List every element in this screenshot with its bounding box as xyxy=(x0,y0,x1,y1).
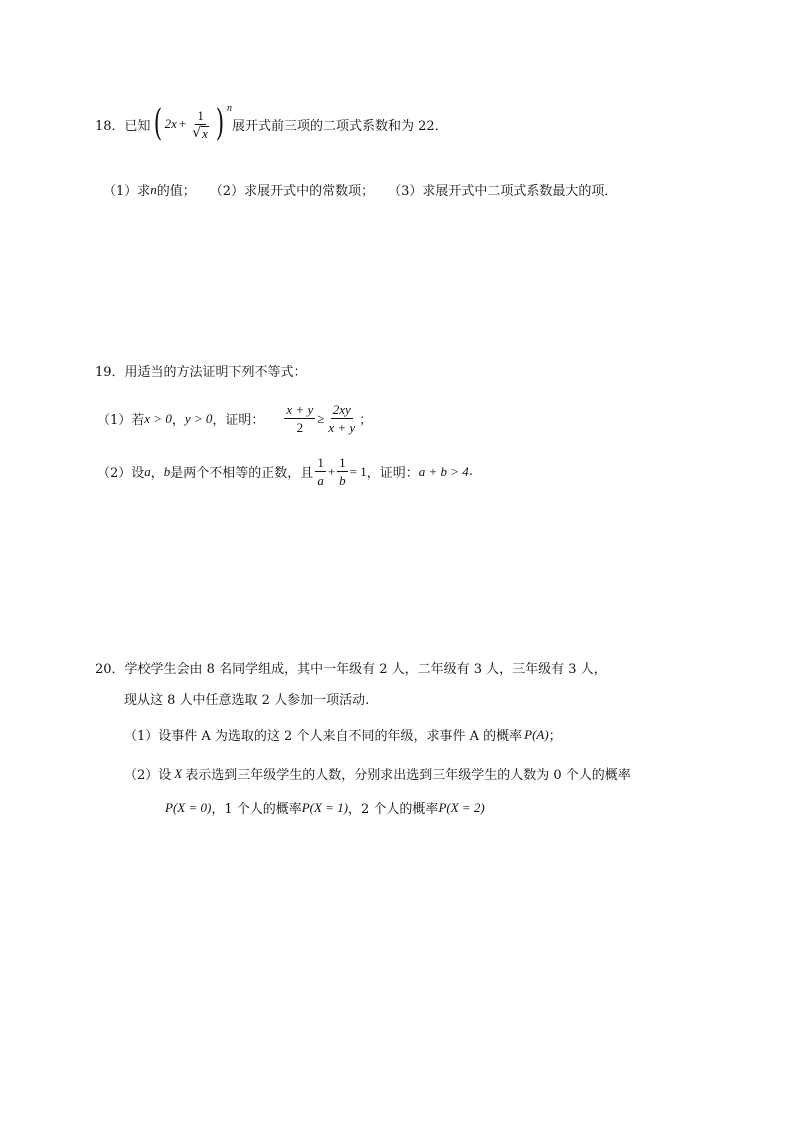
q18-sub2: （2）求展开式中的常数项； xyxy=(209,184,375,199)
q18-tail: 展开式前三项的二项式系数和为 22． xyxy=(231,118,448,134)
q19-p1-frac-left xyxy=(284,402,315,435)
q18-frac-den xyxy=(190,125,211,141)
q19-p1-cond1: x > 0 xyxy=(144,410,172,426)
q19-p2-b: b xyxy=(163,463,171,479)
q20-part1 xyxy=(124,725,562,744)
q19-part2 xyxy=(97,455,473,488)
q19-p2-end: . xyxy=(468,464,473,479)
q20-p2-px1: P(X = 1) xyxy=(301,799,349,815)
q18-plus: + xyxy=(178,116,187,131)
q20-part2-line2 xyxy=(165,798,485,817)
q18-exponent: n xyxy=(226,102,232,114)
q19-p1-num-left: x + y xyxy=(286,402,314,417)
q19-p1-label: （1）若 xyxy=(97,413,145,428)
q18-sub1-n: n xyxy=(150,181,157,197)
left-paren: ( xyxy=(153,103,162,144)
q18-fraction xyxy=(190,108,211,141)
q20-p1-text: （1）设事件 A 为选取的这 2 个人来自不同的年级，求事件 A 的概率 xyxy=(124,729,523,744)
q19-p1-prove: ，证明： xyxy=(212,413,265,428)
q20-p2-px0: P(X = 0) xyxy=(165,799,212,815)
q18-sub3: （3）求展开式中二项式系数最大的项． xyxy=(388,184,618,199)
q19-stem: 19．用适当的方法证明下列不等式： xyxy=(95,365,307,380)
q19-p1-cond2: y > 0 xyxy=(184,410,213,426)
q18-subparts xyxy=(103,180,617,199)
q20-p1-end: ； xyxy=(548,729,562,744)
q19-p2-frac-b xyxy=(337,455,348,488)
q19-p2-claim: a + b > 4 xyxy=(418,463,469,479)
q19-p1-frac-right xyxy=(326,402,357,435)
q19-p1-end: ； xyxy=(359,413,373,428)
q20-p2-mid2: ，2 个人的概率 xyxy=(348,802,439,817)
q20-p2-mid1: ，1 个人的概率 xyxy=(211,802,302,817)
q20-stem-line2: 现从这 8 人中任意选取 2 人参加一项活动. xyxy=(124,693,370,708)
q18-frac-num: 1 xyxy=(197,107,204,123)
q19-p1-den-left: 2 xyxy=(296,420,304,435)
q20-p2-text: 表示选到三年级学生的人数，分别求出选到三年级学生的人数为 0 个人的概率 xyxy=(185,768,631,783)
q18-sub1-suffix: 的值； xyxy=(156,184,196,199)
q19-p2-den-a: a xyxy=(317,473,324,488)
q19-p2-one2: 1 xyxy=(339,455,346,470)
right-paren: ) xyxy=(215,103,225,144)
q20-p2-X: X xyxy=(174,765,183,781)
q19-p2-label: （2）设 xyxy=(97,466,145,481)
q19-p2-plus: + xyxy=(327,463,336,479)
q19-p1-den-right: x + y xyxy=(328,420,356,435)
q20-p1-pa: P(A) xyxy=(524,726,549,742)
q19-p2-a: a xyxy=(144,463,151,479)
q20-p2-label: （2）设 xyxy=(124,768,172,783)
q18-sqrt-x: x xyxy=(202,125,208,141)
q19-p2-text: 是两个不相等的正数，且 xyxy=(170,466,314,481)
q19-p2-prove: ，证明： xyxy=(366,466,419,481)
q19-p1-comma: ， xyxy=(171,413,185,428)
q19-p2-den-b: b xyxy=(339,473,346,488)
q19-p1-ge: ≥ xyxy=(317,410,325,426)
q20-stem-line1: 20．学校学生会由 8 名同学组成，其中一年级有 2 人，二年级有 3 人，三年级有 3 人， xyxy=(95,662,607,677)
q20-part2-line1 xyxy=(124,764,631,783)
q18-stem xyxy=(95,102,448,144)
q19-part1 xyxy=(97,402,372,435)
q18-2x: 2x xyxy=(164,116,177,131)
sqrt-symbol: √ x xyxy=(192,124,208,141)
q18-number: 18．已知 xyxy=(95,118,151,134)
q19-p1-num-right: 2xy xyxy=(332,402,351,417)
q19-p2-sep: ， xyxy=(150,466,164,481)
q20-p2-px2: P(X = 2) xyxy=(438,799,485,815)
q18-sub1-prefix: （1）求 xyxy=(103,184,151,199)
q19-p2-one1: 1 xyxy=(317,455,324,470)
q19-p2-frac-a xyxy=(315,455,326,488)
q19-p2-eq: = 1 xyxy=(349,463,367,479)
